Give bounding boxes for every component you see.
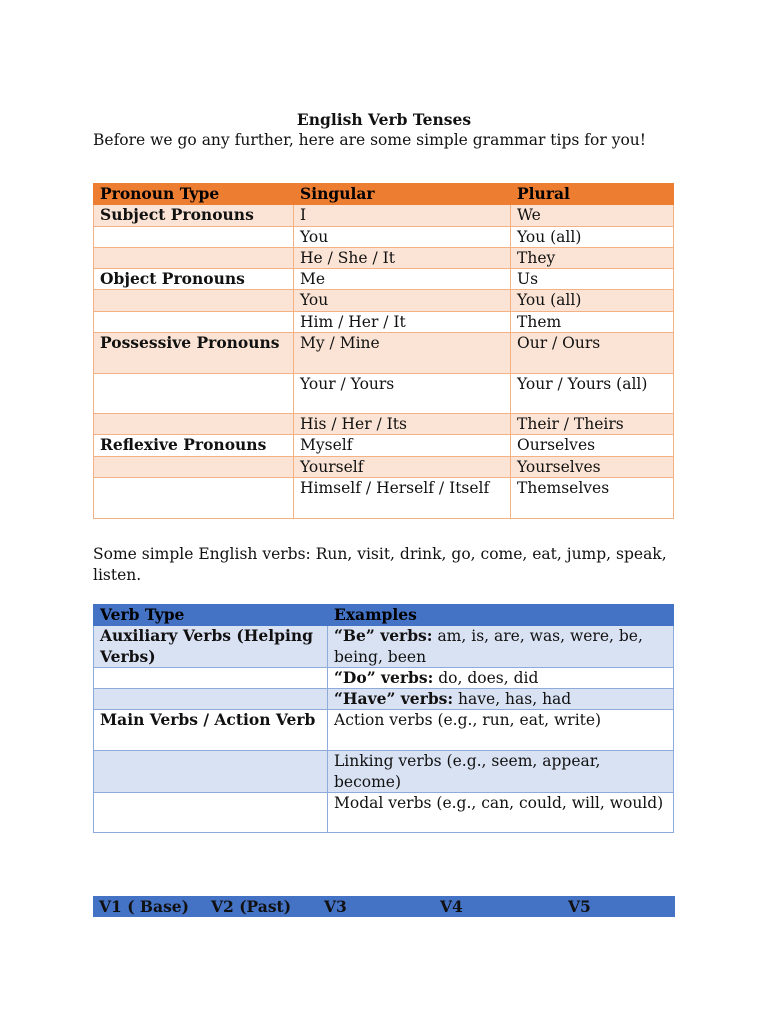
verb-type-cell xyxy=(94,689,328,710)
pronoun-table-header xyxy=(94,184,674,205)
verb-type-table xyxy=(93,604,674,833)
page-title: English Verb Tenses xyxy=(296,110,472,129)
table-row xyxy=(94,333,674,374)
pronoun-type-cell xyxy=(94,414,294,435)
table-row xyxy=(94,414,674,435)
singular-cell: Himself / Herself / Itself xyxy=(294,477,511,518)
singular-cell: Yourself xyxy=(294,456,511,477)
verb-type-cell xyxy=(94,667,328,688)
pronoun-type-cell xyxy=(94,477,294,518)
examples-bold-label: “Have” verbs: xyxy=(334,689,454,709)
examples-cell xyxy=(328,626,674,668)
examples-text: Action verbs (e.g., run, eat, write) xyxy=(334,711,602,730)
plural-cell: We xyxy=(511,205,674,226)
plural-cell: Your / Yours (all) xyxy=(511,374,674,414)
plural-cell: Their / Theirs xyxy=(511,414,674,435)
verb-form-v3: V3 xyxy=(324,897,347,916)
examples-text: Modal verbs (e.g., can, could, will, would) xyxy=(334,794,664,813)
table-row xyxy=(94,667,674,688)
table-row xyxy=(94,269,674,290)
header-cell: Singular xyxy=(294,184,511,205)
verbs-intro-text: Some simple English verbs: Run, visit, drink, go, come, eat, jump, speak, listen. xyxy=(93,545,667,584)
plural-cell: Our / Ours xyxy=(511,333,674,374)
singular-cell: You xyxy=(294,290,511,311)
table-row xyxy=(94,435,674,456)
table-row xyxy=(94,374,674,414)
singular-cell: His / Her / Its xyxy=(294,414,511,435)
verb-form-v1: V1 ( Base) xyxy=(99,897,190,916)
plural-cell: You (all) xyxy=(511,290,674,311)
examples-cell xyxy=(328,793,674,833)
verb-form-v5: V5 xyxy=(568,897,591,916)
examples-bold-label: “Do” verbs: xyxy=(334,667,434,687)
pronoun-type-cell xyxy=(94,226,294,247)
header-cell: Plural xyxy=(511,184,674,205)
singular-cell: Myself xyxy=(294,435,511,456)
examples-bold-label: “Be” verbs: xyxy=(334,626,433,646)
pronoun-type-cell: Possessive Pronouns xyxy=(94,333,294,374)
table-row xyxy=(94,456,674,477)
singular-cell: My / Mine xyxy=(294,333,511,374)
examples-text: am, is, are, was, were, be, being, been xyxy=(334,627,643,666)
pronoun-type-cell xyxy=(94,456,294,477)
singular-cell: Your / Yours xyxy=(294,374,511,414)
plural-cell: Us xyxy=(511,269,674,290)
verb-type-cell: Auxiliary Verbs (Helping Verbs) xyxy=(94,626,328,668)
verb-type-cell xyxy=(94,751,328,793)
verb-type-cell: Main Verbs / Action Verb xyxy=(94,710,328,751)
examples-cell xyxy=(328,689,674,710)
singular-cell: I xyxy=(294,205,511,226)
pronoun-table xyxy=(93,183,674,519)
table-row xyxy=(94,226,674,247)
intro-text: Before we go any further, here are some simple grammar tips for you! xyxy=(93,131,646,149)
examples-text: do, does, did xyxy=(433,668,539,687)
table-row xyxy=(94,793,674,833)
table-row xyxy=(94,626,674,668)
table-row xyxy=(94,477,674,518)
pronoun-type-cell xyxy=(94,247,294,268)
header-cell: Verb Type xyxy=(94,605,328,626)
table-row xyxy=(94,751,674,793)
table-row xyxy=(94,247,674,268)
table-row xyxy=(94,290,674,311)
pronoun-type-cell: Object Pronouns xyxy=(94,269,294,290)
verb-form-v4: V4 xyxy=(440,897,463,916)
table-row xyxy=(94,689,674,710)
plural-cell: You (all) xyxy=(511,226,674,247)
singular-cell: Him / Her / It xyxy=(294,311,511,332)
examples-text: have, has, had xyxy=(453,690,572,709)
plural-cell: Them xyxy=(511,311,674,332)
pronoun-type-cell xyxy=(94,290,294,311)
singular-cell: He / She / It xyxy=(294,247,511,268)
plural-cell: Yourselves xyxy=(511,456,674,477)
verb-type-cell xyxy=(94,793,328,833)
table-row xyxy=(94,311,674,332)
pronoun-type-cell xyxy=(94,311,294,332)
examples-text: Linking verbs (e.g., seem, appear, become) xyxy=(334,752,601,791)
plural-cell: Themselves xyxy=(511,477,674,518)
table-row xyxy=(94,205,674,226)
examples-cell xyxy=(328,751,674,793)
verb-forms-header xyxy=(93,896,675,917)
table-row xyxy=(94,710,674,751)
verb-form-v2: V2 (Past) xyxy=(211,897,292,916)
plural-cell: They xyxy=(511,247,674,268)
header-cell: Examples xyxy=(328,605,674,626)
singular-cell: Me xyxy=(294,269,511,290)
examples-cell xyxy=(328,710,674,751)
examples-cell xyxy=(328,667,674,688)
pronoun-type-cell xyxy=(94,374,294,414)
plural-cell: Ourselves xyxy=(511,435,674,456)
pronoun-type-cell: Reflexive Pronouns xyxy=(94,435,294,456)
header-cell: Pronoun Type xyxy=(94,184,294,205)
verb-table-header xyxy=(94,605,674,626)
pronoun-type-cell: Subject Pronouns xyxy=(94,205,294,226)
singular-cell: You xyxy=(294,226,511,247)
